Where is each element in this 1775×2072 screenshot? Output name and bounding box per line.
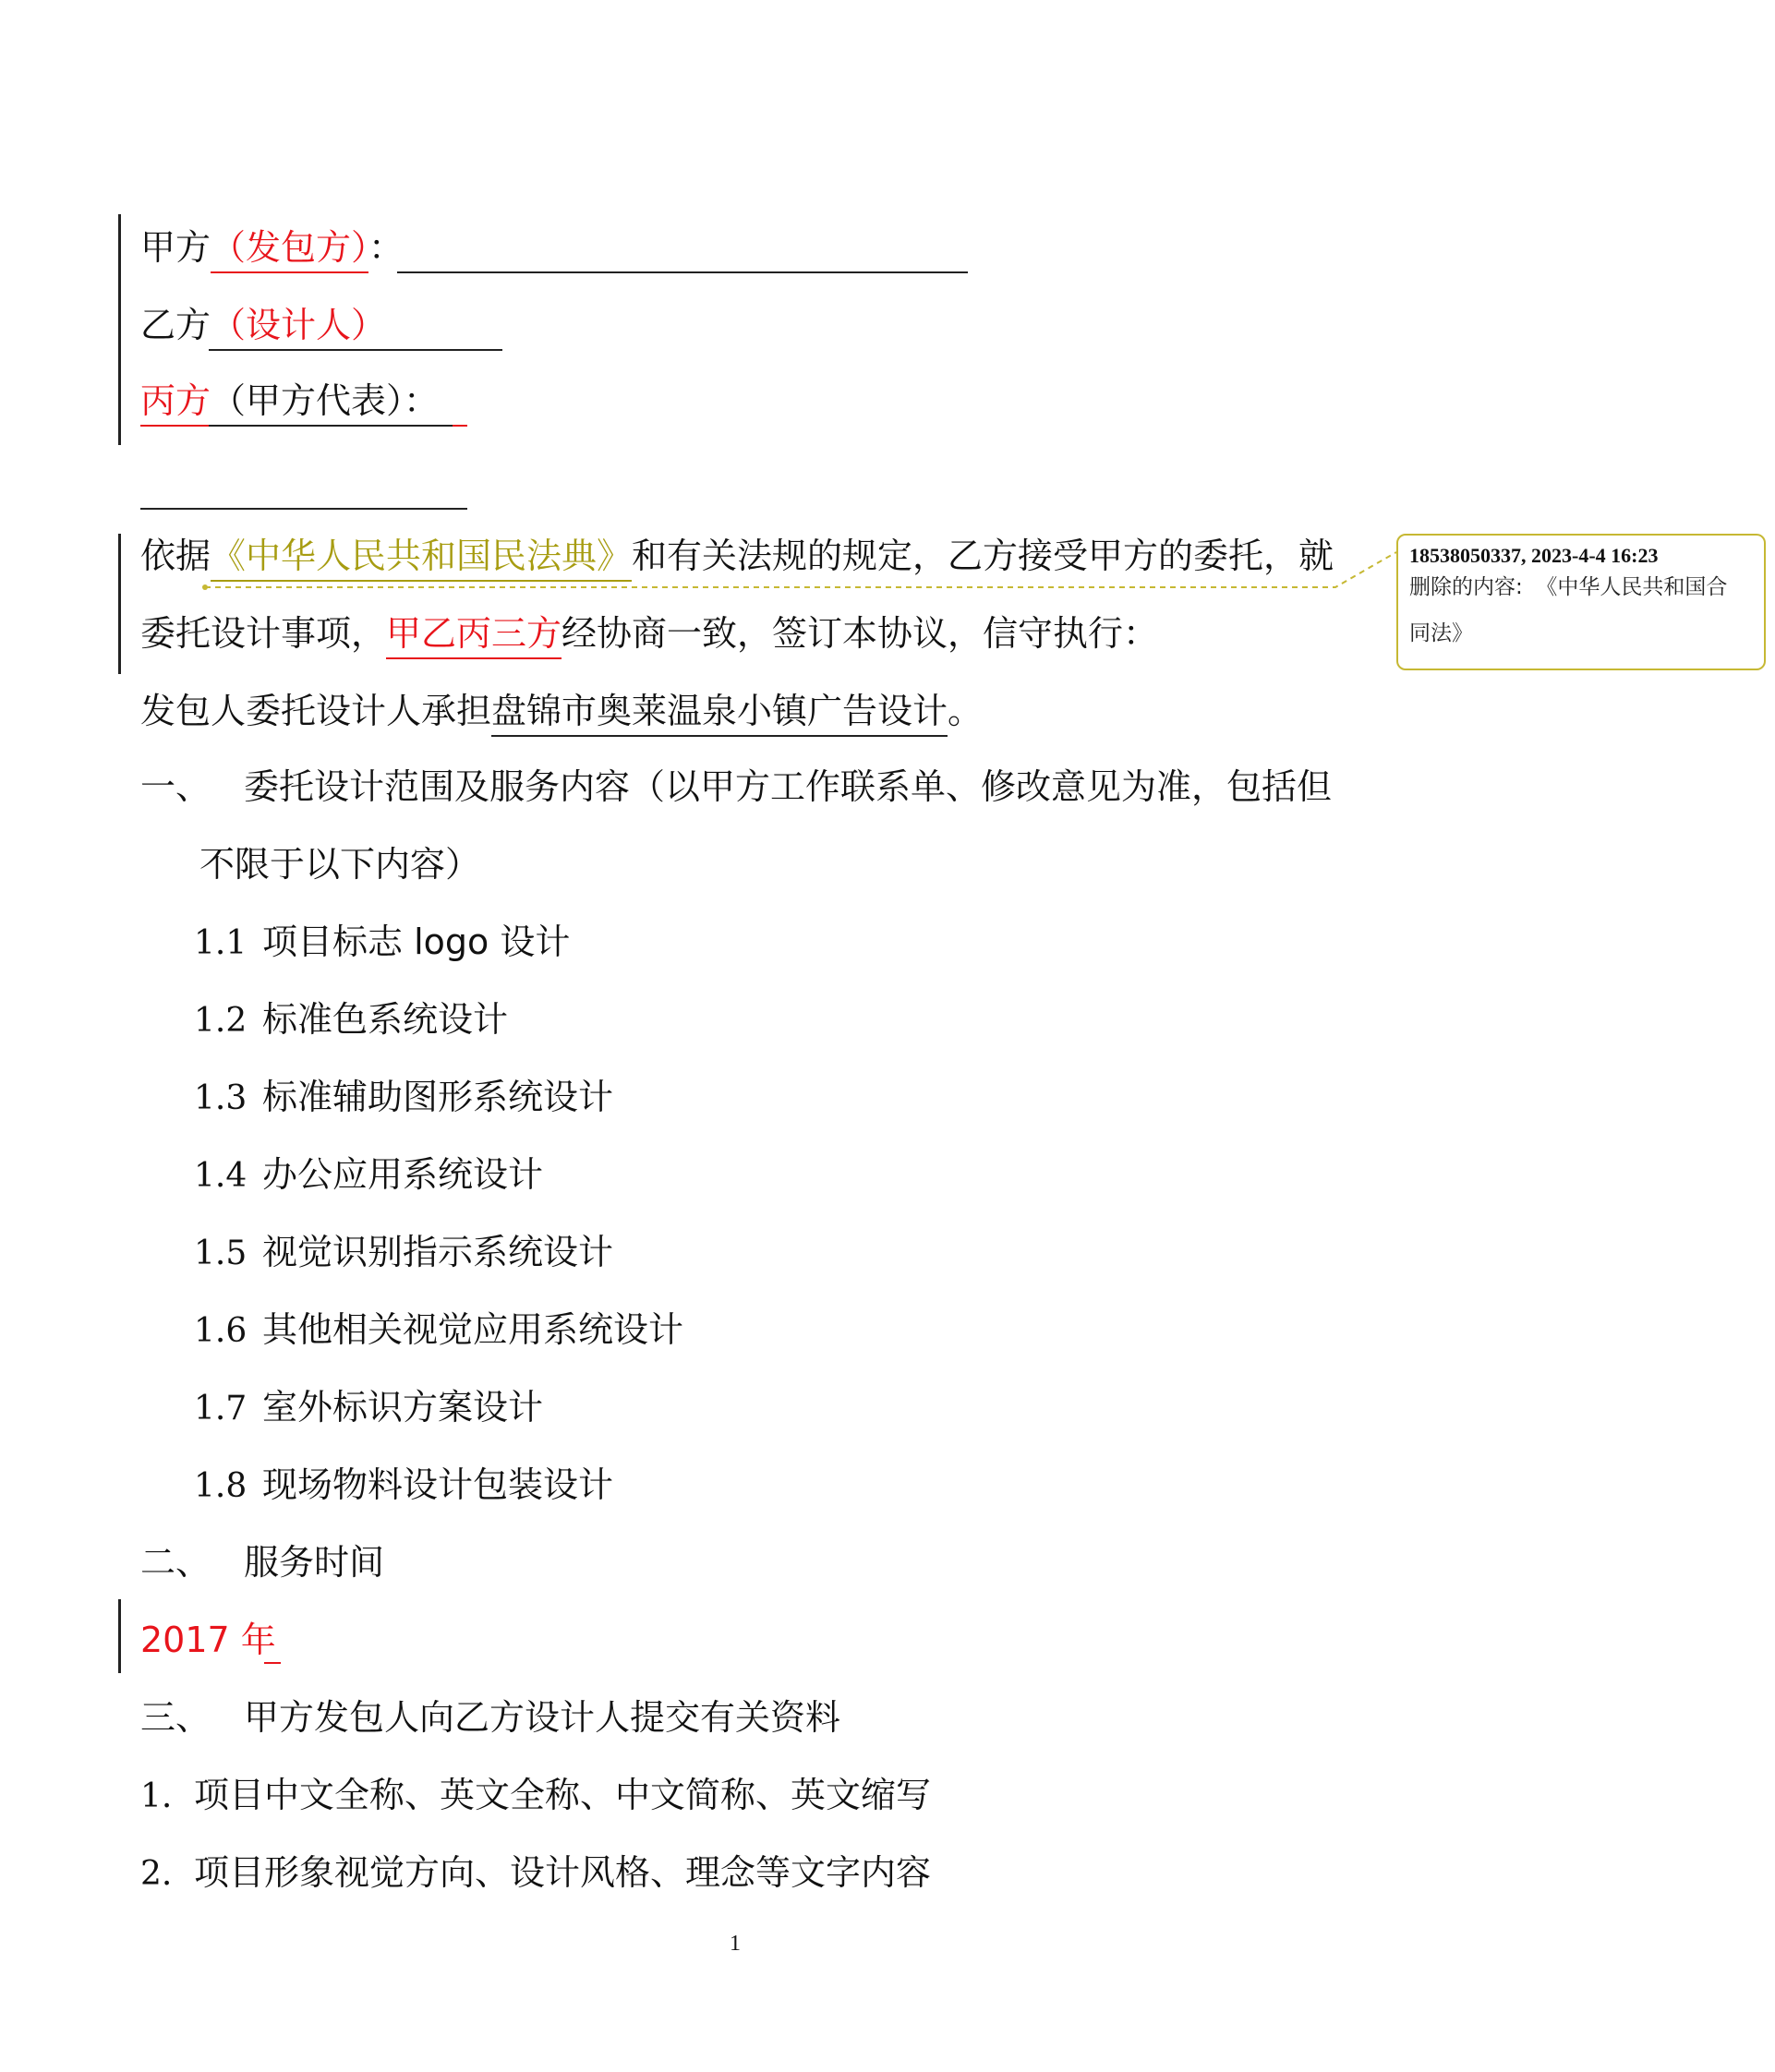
section-2-number: 二、 xyxy=(140,1542,211,1583)
section-2-title: 服务时间 xyxy=(244,1542,385,1583)
item-number: 1.1 xyxy=(194,924,248,962)
comment-leader-line xyxy=(205,552,1396,587)
project-suffix: 。 xyxy=(948,691,984,731)
section-1-number: 一、 xyxy=(140,766,211,807)
section-1-title-cont: 不限于以下内容） xyxy=(199,844,481,885)
tracked-deletion-comment[interactable] xyxy=(1396,534,1766,670)
item-number: 1.3 xyxy=(194,1079,248,1117)
comment-body-cont xyxy=(1409,620,1753,646)
comment-label: 删除的内容: xyxy=(1409,575,1523,599)
section-1-title: 委托设计范围及服务内容（以甲方工作联系单、修改意见为准，包括但 xyxy=(244,766,1333,807)
party-a-colon: ： xyxy=(368,227,405,268)
comment-deleted-text-2: 同法》 xyxy=(1409,621,1473,645)
comment-author-date: 18538050337, 2023-4-4 16:23 xyxy=(1409,544,1659,567)
item-text: 办公应用系统设计 xyxy=(262,1154,544,1195)
party-c-label: 丙方 xyxy=(140,380,211,427)
item-number: 1.6 xyxy=(194,1312,248,1350)
item-text: 标准色系统设计 xyxy=(262,999,509,1040)
item-text: 标准辅助图形系统设计 xyxy=(262,1077,614,1117)
item-number: 2. xyxy=(140,1855,173,1893)
item-text: 室外标识方案设计 xyxy=(262,1387,544,1428)
party-c-role: （甲方代表）： xyxy=(211,380,440,421)
item-text: 项目中文全称、英文全称、中文简称、英文缩写 xyxy=(194,1775,932,1815)
basis-prefix: 依据 xyxy=(140,536,211,576)
party-a-role: （发包方） xyxy=(211,227,368,273)
item-number: 1.7 xyxy=(194,1390,248,1428)
item-number: 1. xyxy=(140,1777,173,1815)
line2-prefix: 委托设计事项， xyxy=(140,613,387,654)
project-name: 盘锦市奥莱温泉小镇广告设计 xyxy=(491,691,948,737)
item-number: 1.8 xyxy=(194,1467,248,1505)
item-text: 视觉识别指示系统设计 xyxy=(262,1232,614,1272)
section-3-number: 三、 xyxy=(140,1697,211,1738)
item-text: 其他相关视觉应用系统设计 xyxy=(262,1309,684,1350)
item-number: 1.5 xyxy=(194,1235,248,1272)
comment-deleted-text-1: 《中华人民共和国合 xyxy=(1536,575,1728,599)
parties-three: 甲乙丙三方 xyxy=(386,613,561,659)
party-a-label: 甲方 xyxy=(140,227,211,268)
page-number: 1 xyxy=(730,1932,741,1956)
party-b-label: 乙方 xyxy=(140,305,211,345)
section-3-title: 甲方发包人向乙方设计人提交有关资料 xyxy=(244,1697,841,1738)
item-text: 现场物料设计包装设计 xyxy=(262,1464,614,1505)
project-prefix: 发包人委托设计人承担 xyxy=(140,691,492,731)
item-text: 项目标志 logo 设计 xyxy=(262,922,571,962)
item-number: 1.2 xyxy=(194,1002,248,1040)
comment-anchor-dot xyxy=(202,584,208,590)
party-b-role: （设计人） xyxy=(211,305,386,351)
item-number: 1.4 xyxy=(194,1157,248,1195)
law-name[interactable]: 《中华人民共和国民法典》 xyxy=(211,536,632,582)
item-text: 项目形象视觉方向、设计风格、理念等文字内容 xyxy=(194,1852,932,1893)
line2-suffix: 经协商一致，签订本协议，信守执行： xyxy=(561,613,1159,654)
comment-body xyxy=(1409,574,1753,600)
service-year-text: 2017 年 xyxy=(140,1620,276,1660)
basis-suffix: 和有关法规的规定，乙方接受甲方的委托，就 xyxy=(632,536,1334,576)
